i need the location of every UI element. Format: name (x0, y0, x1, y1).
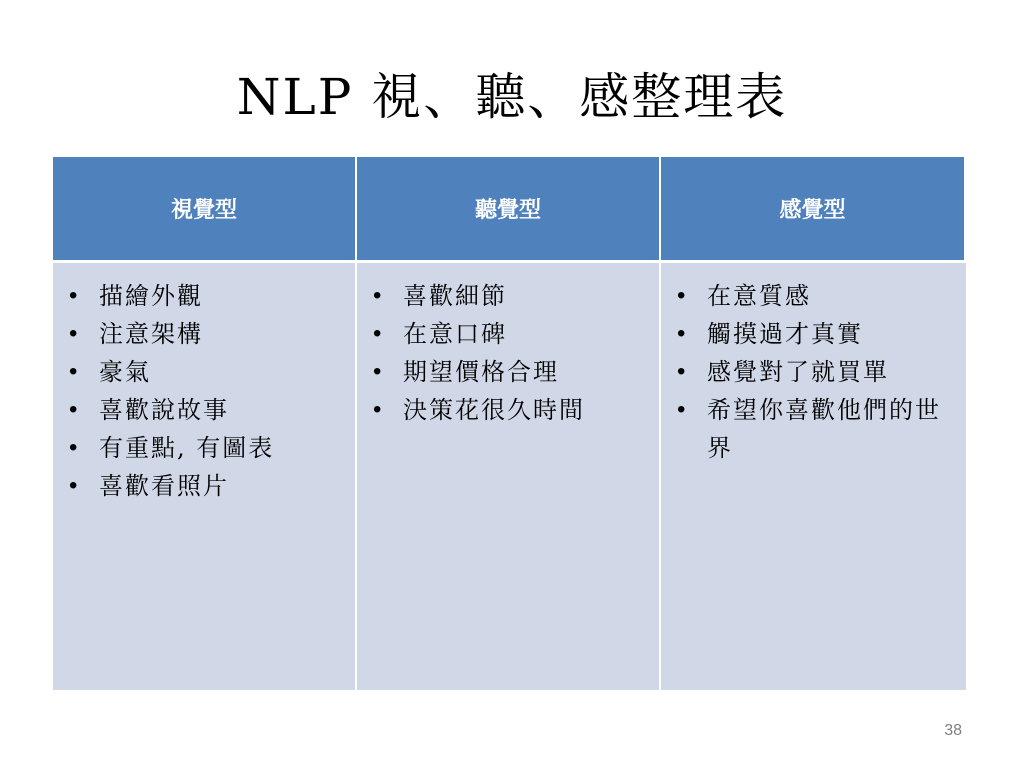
bullet-icon: • (677, 358, 688, 385)
bullet-icon: • (373, 396, 384, 423)
list-auditory (365, 277, 647, 429)
list-item (61, 391, 343, 429)
list-item (669, 353, 954, 391)
list-item-text: 有重點, 有圖表 (99, 434, 275, 462)
list-item-text: 喜歡看照片 (99, 472, 229, 500)
header-kinesthetic: 感覺型 (661, 157, 966, 263)
list-item (669, 277, 954, 315)
list-item-text: 豪氣 (99, 358, 151, 386)
list-item (61, 353, 343, 391)
list-item (365, 391, 647, 429)
list-item (365, 277, 647, 315)
list-item (669, 391, 954, 467)
list-item (61, 315, 343, 353)
bullet-icon: • (69, 282, 80, 309)
list-visual (61, 277, 343, 505)
list-item-text: 喜歡說故事 (99, 396, 229, 424)
list-kinesthetic (669, 277, 954, 467)
bullet-icon: • (373, 358, 384, 385)
bullet-icon: • (677, 282, 688, 309)
slide-title: NLP 視、聽、感整理表 (236, 68, 788, 126)
bullet-icon: • (677, 320, 688, 347)
page-number: 38 (944, 722, 962, 739)
list-item (61, 429, 343, 467)
list-item-text: 感覺對了就買單 (707, 358, 889, 386)
list-item-text: 觸摸過才真實 (707, 320, 863, 348)
list-item-text: 希望你喜歡他們的世界 (707, 396, 941, 462)
comparison-table (53, 157, 966, 690)
bullet-icon: • (69, 320, 80, 347)
bullet-icon: • (69, 434, 80, 461)
header-auditory: 聽覺型 (357, 157, 661, 263)
cell-kinesthetic (661, 263, 966, 690)
list-item-text: 決策花很久時間 (403, 396, 585, 424)
bullet-icon: • (677, 396, 688, 423)
list-item-text: 在意質感 (707, 282, 811, 310)
list-item-text: 期望價格合理 (403, 358, 559, 386)
bullet-icon: • (69, 358, 80, 385)
bullet-icon: • (373, 320, 384, 347)
list-item (669, 315, 954, 353)
list-item-text: 描繪外觀 (99, 282, 203, 310)
header-visual: 視覺型 (53, 157, 357, 263)
list-item-text: 注意架構 (99, 320, 203, 348)
list-item (61, 467, 343, 505)
list-item-text: 在意口碑 (403, 320, 507, 348)
bullet-icon: • (69, 396, 80, 423)
list-item (61, 277, 343, 315)
list-item (365, 315, 647, 353)
bullet-icon: • (69, 472, 80, 499)
bullet-icon: • (373, 282, 384, 309)
cell-auditory (357, 263, 661, 690)
cell-visual (53, 263, 357, 690)
list-item-text: 喜歡細節 (403, 282, 507, 310)
list-item (365, 353, 647, 391)
